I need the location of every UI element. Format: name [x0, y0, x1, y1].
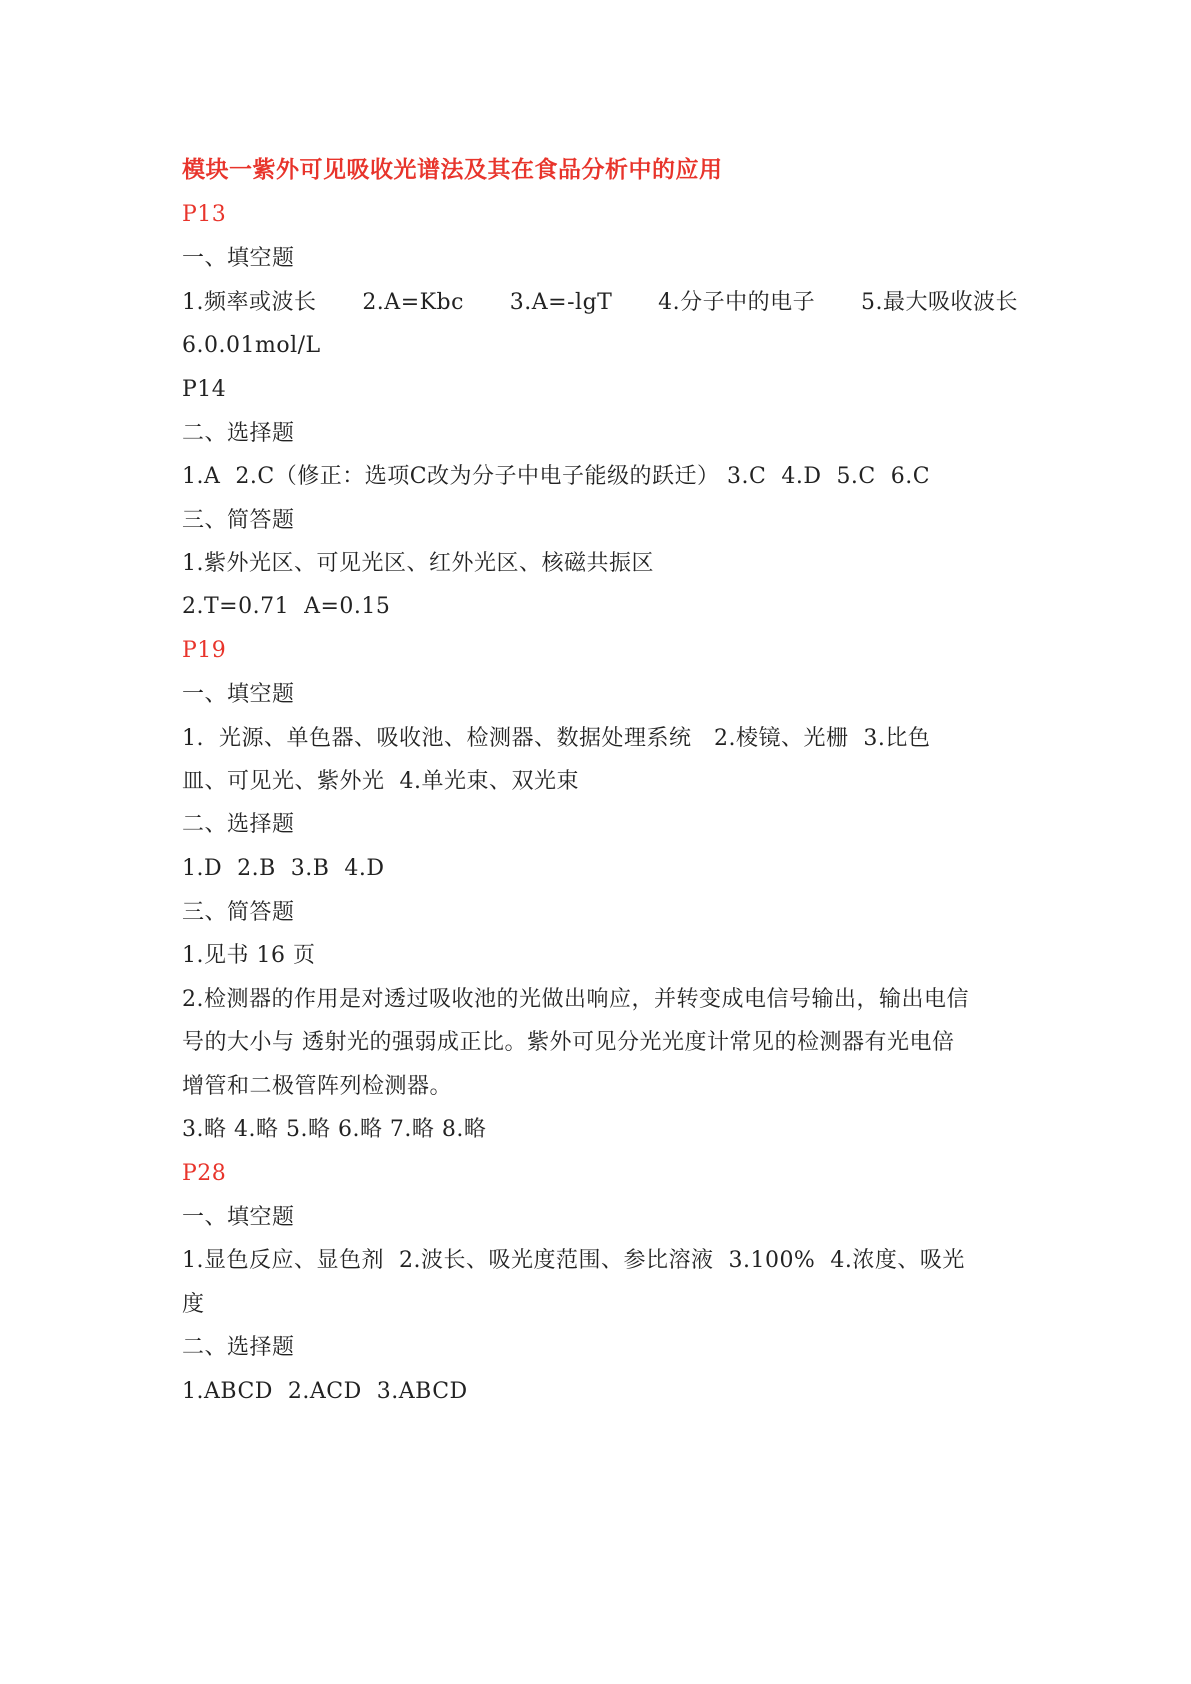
- fill-blank-heading: 一、填空题: [182, 246, 295, 271]
- answer-line: 度: [182, 1292, 205, 1317]
- choice-answers: 1.ABCD 2.ACD 3.ABCD: [182, 1379, 468, 1404]
- short-answer-line: 2.T=0.71 A=0.15: [182, 594, 391, 619]
- choice-answers: 1.D 2.B 3.B 4.D: [182, 856, 385, 881]
- short-answer-line: 号的大小与 透射光的强弱成正比。紫外可见分光光度计常见的检测器有光电倍: [182, 1030, 955, 1055]
- page-ref-p28: P28: [182, 1161, 227, 1186]
- fill-blank-heading: 一、填空题: [182, 1205, 295, 1230]
- choice-heading: 二、选择题: [182, 1335, 295, 1360]
- answer-item: 5.最大吸收波长: [860, 290, 1018, 315]
- choice-answers: 1.A 2.C（修正：选项C改为分子中电子能级的跃迁） 3.C 4.D 5.C 6.C: [182, 464, 931, 489]
- short-answer-line: 1.见书 16 页: [182, 943, 316, 968]
- short-answer-line: 3.略 4.略 5.略 6.略 7.略 8.略: [182, 1117, 487, 1142]
- answer-item: 4.分子中的电子: [658, 290, 816, 315]
- answer-item: 1.频率或波长: [182, 290, 317, 315]
- answer-item: 3.A=-lgT: [509, 290, 613, 315]
- answer-item: 2.A=Kbc: [362, 290, 464, 315]
- answer-line: 1.显色反应、显色剂 2.波长、吸光度范围、参比溶液 3.100% 4.浓度、吸光: [182, 1248, 965, 1273]
- answer-line: 6.0.01mol/L: [182, 333, 321, 358]
- short-answer-heading: 三、简答题: [182, 900, 295, 925]
- fill-blank-heading: 一、填空题: [182, 682, 295, 707]
- short-answer-line: 1.紫外光区、可见光区、红外光区、核磁共振区: [182, 551, 654, 576]
- fill-blank-answers: [182, 288, 1018, 318]
- short-answer-line: 增管和二极管阵列检测器。: [182, 1074, 453, 1099]
- short-answer-heading: 三、简答题: [182, 508, 295, 533]
- page-ref-p14: P14: [182, 377, 227, 402]
- short-answer-line: 2.检测器的作用是对透过吸收池的光做出响应，并转变成电信号输出，输出电信: [182, 987, 969, 1012]
- choice-heading: 二、选择题: [182, 812, 295, 837]
- choice-heading: 二、选择题: [182, 421, 295, 446]
- page-ref-p13: P13: [182, 202, 227, 227]
- page-ref-p19: P19: [182, 638, 227, 663]
- answer-line: 皿、可见光、紫外光 4.单光束、双光束: [182, 769, 579, 794]
- answer-line: 1. 光源、单色器、吸收池、检测器、数据处理系统 2.棱镜、光栅 3.比色: [182, 726, 931, 751]
- document-title: 模块一紫外可见吸收光谱法及其在食品分析中的应用: [182, 156, 723, 183]
